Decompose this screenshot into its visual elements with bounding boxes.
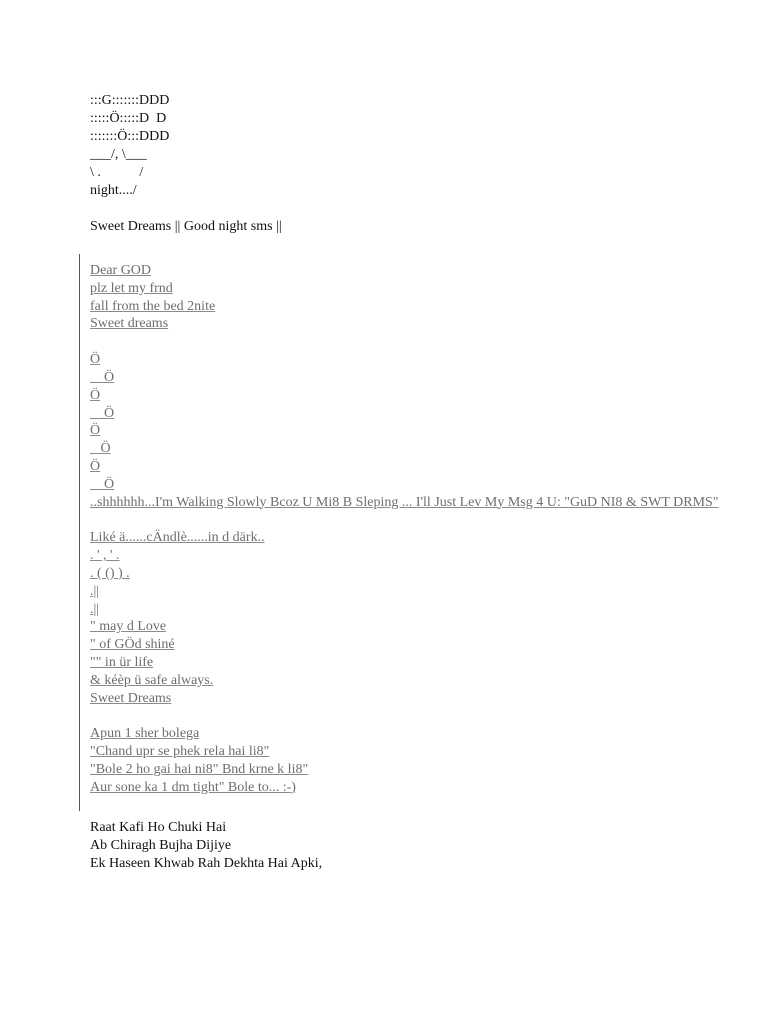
quote-group-walking xyxy=(90,351,730,511)
quote-line[interactable]: Sweet Dreams xyxy=(90,690,172,706)
quote-bar xyxy=(79,254,80,811)
page-title: Sweet Dreams || Good night sms || xyxy=(90,219,282,234)
quote-line[interactable]: "" in ür life xyxy=(90,654,154,670)
quote-line[interactable]: plz let my frnd xyxy=(90,280,173,296)
quote-line[interactable]: Ö xyxy=(90,387,101,403)
quote-line[interactable]: Ö xyxy=(90,369,115,385)
quote-line[interactable]: .|| xyxy=(90,601,100,617)
quote-line[interactable]: " may d Love xyxy=(90,619,167,635)
closing-poem xyxy=(90,819,730,873)
art-line: \ . / xyxy=(90,165,144,180)
quote-line[interactable]: Ö xyxy=(90,458,101,474)
quote-line[interactable]: " of GÖd shiné xyxy=(90,637,175,653)
quote-line[interactable]: Ö xyxy=(90,352,101,368)
quote-line[interactable]: Dear GOD xyxy=(90,263,152,278)
quote-line[interactable]: ..shhhhhh...I'm Walking Slowly Bcoz U Mi8 B Sleping ... I'll Just Lev My Msg 4 U: "GuD NI8 & SWT DRMS" xyxy=(90,494,719,510)
quote-line[interactable]: Ö xyxy=(90,441,111,457)
quote-line[interactable]: Liké ä......cÄndlè......in d därk.. xyxy=(90,530,265,546)
art-line: night..../ xyxy=(90,183,137,198)
quote-line[interactable]: fall from the bed 2nite xyxy=(90,298,216,314)
quote-line[interactable]: Ö xyxy=(90,476,115,492)
ascii-art-header xyxy=(90,92,730,200)
quote-line[interactable]: & kéèp ü safe always. xyxy=(90,672,214,688)
art-line: ___/, \___ xyxy=(90,147,147,162)
quote-line[interactable]: Sweet dreams xyxy=(90,316,169,332)
poem-line: Ek Haseen Khwab Rah Dekhta Hai Apki, xyxy=(90,855,323,871)
quote-group-candle xyxy=(90,529,730,707)
poem-line: Raat Kafi Ho Chuki Hai xyxy=(90,819,227,835)
art-line: :::::::Ö:::DDD xyxy=(90,129,170,144)
poem-line: Ab Chiragh Bujha Dijiye xyxy=(90,837,232,853)
quote-line[interactable]: "Bole 2 ho gai hai ni8" Bnd krne k li8" xyxy=(90,761,309,777)
quote-line[interactable]: .|| xyxy=(90,583,100,599)
quote-line[interactable]: Apun 1 sher bolega xyxy=(90,726,200,742)
quote-line[interactable]: "Chand upr se phek rela hai li8" xyxy=(90,744,270,760)
art-line: :::G:::::::DDD xyxy=(90,93,170,108)
blockquote xyxy=(90,262,730,797)
quote-group-dear-god xyxy=(90,262,730,333)
quote-group-sher xyxy=(90,725,730,796)
quote-line[interactable]: . ( () ) . xyxy=(90,565,130,581)
quote-line[interactable]: Aur sone ka 1 dm tight" Bole to... :-) xyxy=(90,779,296,795)
document-page xyxy=(90,92,730,873)
art-line: :::::Ö:::::D D xyxy=(90,111,167,126)
quote-line[interactable]: Ö xyxy=(90,423,101,439)
quote-line[interactable]: Ö xyxy=(90,405,115,421)
quote-line[interactable]: . ' , ' . xyxy=(90,548,120,564)
